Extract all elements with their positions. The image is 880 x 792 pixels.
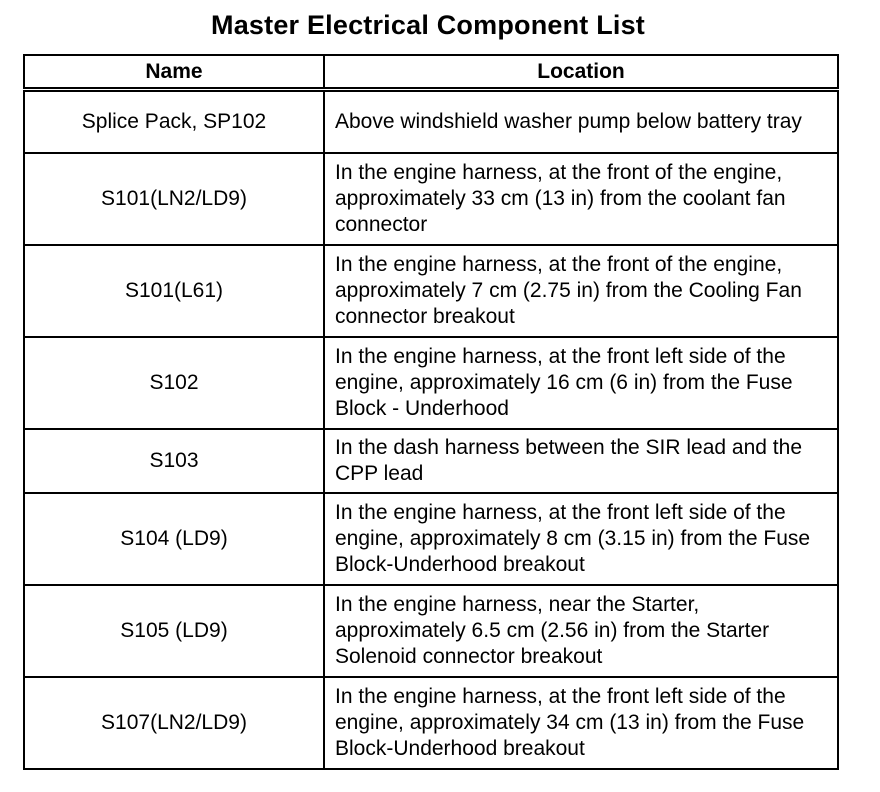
- page-title: Master Electrical Component List: [211, 10, 645, 40]
- component-name: S101(LN2/LD9): [24, 153, 324, 245]
- table-row: [24, 677, 838, 769]
- table-row: [24, 89, 838, 153]
- table-row: [24, 585, 838, 677]
- component-location: In the engine harness, at the front left side of the engine, approximately 34 cm (13 in) from the Fuse Block-Underhood breakout: [324, 677, 838, 769]
- component-name: Splice Pack, SP102: [24, 89, 324, 153]
- column-header-location: Location: [324, 55, 838, 89]
- component-location: In the engine harness, at the front of the engine, approximately 7 cm (2.75 in) from the Cooling Fan connector breakout: [324, 245, 838, 337]
- table-row: [24, 493, 838, 585]
- table-header-row: [24, 55, 838, 89]
- component-table: [23, 54, 839, 770]
- component-location: Above windshield washer pump below battery tray: [324, 89, 838, 153]
- table-row: [24, 429, 838, 493]
- component-name: S107(LN2/LD9): [24, 677, 324, 769]
- component-location: In the engine harness, near the Starter, approximately 6.5 cm (2.56 in) from the Starter Solenoid connector breakout: [324, 585, 838, 677]
- component-name: S104 (LD9): [24, 493, 324, 585]
- component-name: S103: [24, 429, 324, 493]
- table-row: [24, 337, 838, 429]
- component-name: S105 (LD9): [24, 585, 324, 677]
- component-location: In the engine harness, at the front of the engine, approximately 33 cm (13 in) from the coolant fan connector: [324, 153, 838, 245]
- table-row: [24, 153, 838, 245]
- component-name: S101(L61): [24, 245, 324, 337]
- component-location: In the engine harness, at the front left side of the engine, approximately 16 cm (6 in) from the Fuse Block - Underhood: [324, 337, 838, 429]
- table-row: [24, 245, 838, 337]
- component-name: S102: [24, 337, 324, 429]
- column-header-name: Name: [24, 55, 324, 89]
- component-location: In the dash harness between the SIR lead and the CPP lead: [324, 429, 838, 493]
- component-location: In the engine harness, at the front left side of the engine, approximately 8 cm (3.15 in) from the Fuse Block-Underhood breakout: [324, 493, 838, 585]
